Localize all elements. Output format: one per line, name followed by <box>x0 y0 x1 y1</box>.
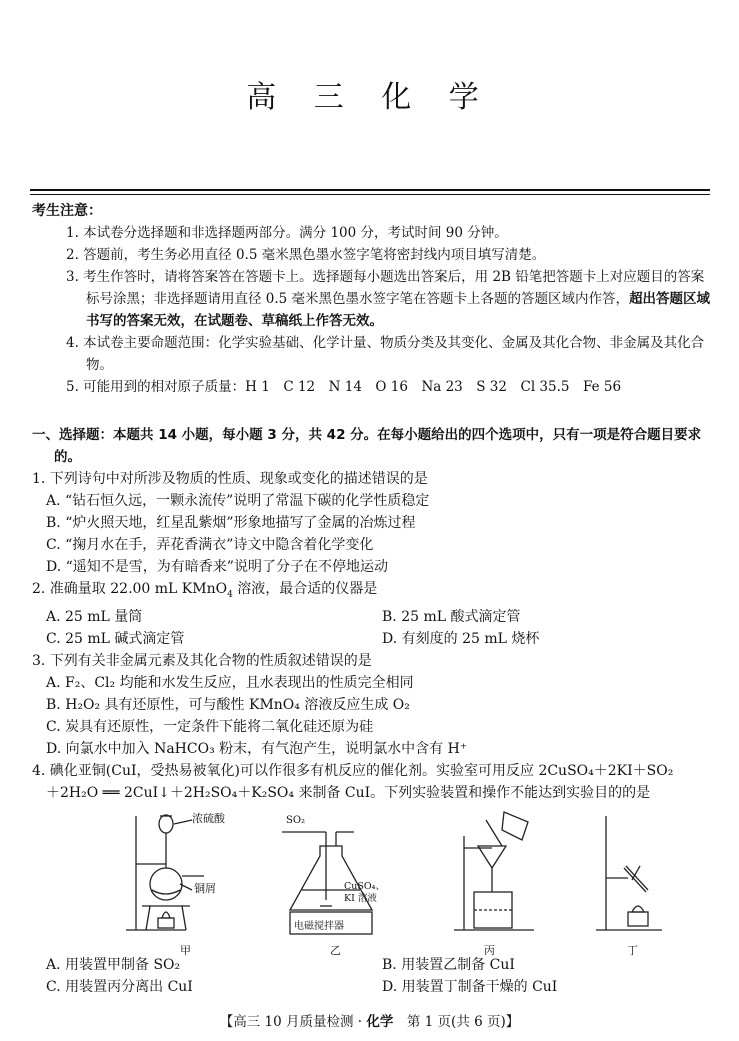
figure-label-bing: 丙 <box>484 943 495 957</box>
label-so2: SO₂ <box>286 814 306 826</box>
question-4-options <box>32 954 712 998</box>
page-title: 高 三 化 学 <box>246 80 493 115</box>
question-4-stem-line-2: ＋2H₂O ══ 2CuI↓＋2H₂SO₄＋K₂SO₄ 来制备 CuI。下列实验装置和操作不能达到实验目的的是 <box>46 784 651 801</box>
question-1-stem: 1. 下列诗句中对所涉及物质的性质、现象或变化的描述错误的是 <box>32 471 428 487</box>
apparatus-bing-icon <box>452 806 542 940</box>
question-2-option-a: A. 25 mL 量筒 <box>46 608 143 625</box>
section-choice <box>32 424 712 998</box>
notice-item-3 <box>52 266 712 332</box>
question-1-option-c: C. “掬月水在手，弄花香满衣”诗文中隐含着化学变化 <box>46 537 374 553</box>
notice-item-5: 5. 可能用到的相对原子质量：H 1 C 12 N 14 O 16 Na 23 S 32 Cl 35.5 Fe 56 <box>66 379 622 395</box>
notice-item-1: 1. 本试卷分选择题和非选择题两部分。满分 100 分，考试时间 90 分钟。 <box>66 225 508 241</box>
question-2 <box>32 578 712 650</box>
question-1-option-b: B. “炉火照天地，红星乱紫烟”形象地描写了金属的冶炼过程 <box>46 515 416 531</box>
question-2-stem-c: 溶液，最合适的仪器是 <box>232 581 378 597</box>
question-2-option-b: B. 25 mL 酸式滴定管 <box>382 608 521 625</box>
question-4 <box>32 760 712 998</box>
footer-subject: 化学 <box>366 1014 394 1030</box>
footer-right: 第 1 页(共 6 页)】 <box>393 1014 520 1030</box>
question-4-option-c: C. 用装置丙分离出 CuI <box>46 978 193 995</box>
question-3-option-d: D. 向氯水中加入 NaHCO₃ 粉末，有气泡产生，说明氯水中含有 H⁺ <box>46 740 468 757</box>
question-4-option-b: B. 用装置乙制备 CuI <box>382 956 515 973</box>
question-3 <box>32 650 712 760</box>
question-4-option-d: D. 用装置丁制备干燥的 CuI <box>382 978 558 995</box>
question-2-stem-a: 2. 准确量取 22.00 mL KMnO <box>32 581 228 597</box>
question-4-stem-line-1: 4. 碘化亚铜(CuI，受热易被氧化)可以作很多有机反应的催化剂。实验室可用反应 2CuSO₄＋2KI＋SO₂ <box>32 762 674 779</box>
footer-left: 【高三 10 月质量检测 · <box>219 1014 367 1030</box>
question-2-stem-sub: 4 <box>227 589 233 600</box>
apparatus-figures <box>32 806 712 957</box>
notice-block <box>32 200 712 398</box>
question-2-option-d: D. 有刻度的 25 mL 烧杯 <box>382 630 540 647</box>
divider-thin <box>30 194 710 195</box>
question-3-stem: 3. 下列有关非金属元素及其化合物的性质叙述错误的是 <box>32 652 372 669</box>
question-1-option-d: D. “遥知不是雪，为有暗香来”说明了分子在不停地运动 <box>46 559 388 575</box>
question-1 <box>32 468 712 578</box>
label-solution-2: KI 溶液 <box>344 892 377 904</box>
question-2-option-c: C. 25 mL 碱式滴定管 <box>46 630 185 647</box>
figure-label-ding: 丁 <box>627 943 638 957</box>
notice-heading: 考生注意： <box>32 203 102 219</box>
question-1-option-a: A. “钻石恒久远，一颗永流传”说明了常温下碳的化学性质稳定 <box>46 493 430 509</box>
question-4-option-a: A. 用装置甲制备 SO₂ <box>46 956 181 973</box>
page-footer <box>0 1010 739 1030</box>
question-3-option-c: C. 炭具有还原性，一定条件下能将二氧化硅还原为硅 <box>46 718 374 735</box>
question-3-option-a: A. F₂、Cl₂ 均能和水发生反应，且水表现出的性质完全相同 <box>46 674 414 691</box>
label-copper: 铜屑 <box>194 881 216 895</box>
question-2-stem <box>32 578 712 606</box>
label-stirrer: 电磁搅拌器 <box>294 920 344 932</box>
apparatus-ding-icon <box>592 806 672 940</box>
question-2-options <box>32 606 712 650</box>
notice-item-2: 2. 答题前，考生务必用直径 0.5 毫米黑色墨水签字笔将密封线内项目填写清楚。 <box>66 247 546 263</box>
question-3-option-b: B. H₂O₂ 具有还原性，可与酸性 KMnO₄ 溶液反应生成 O₂ <box>46 696 410 713</box>
figure-label-jia: 甲 <box>180 943 191 957</box>
label-solution-1: CuSO₄、 <box>344 880 385 892</box>
section-heading: 一、选择题：本题共 14 小题，每小题 3 分，共 42 分。在每小题给出的四个选项中，只有一项是符合题目要求的。 <box>32 427 702 465</box>
label-acid: 浓硫酸 <box>192 811 225 825</box>
divider-thick <box>30 189 710 191</box>
notice-item-4: 4. 本试卷主要命题范围：化学实验基础、化学计量、物质分类及其变化、金属及其化合物、非金属及其化合物。 <box>66 335 705 373</box>
notice-item-3-text: 3. 考生作答时，请将答案答在答题卡上。选择题每小题选出答案后，用 2B 铅笔把答题卡上对应题目的答案标号涂黑；非选择题请用直径 0.5 毫米黑色墨水签字笔在答题卡上各题的答题区域内作答， <box>66 269 705 307</box>
apparatus-jia-icon <box>122 806 252 940</box>
figure-label-yi: 乙 <box>330 943 341 957</box>
notice-item-3-bold: 超出答题区域书写的答案无效，在试题卷、草稿纸上作答无效。 <box>86 291 711 329</box>
